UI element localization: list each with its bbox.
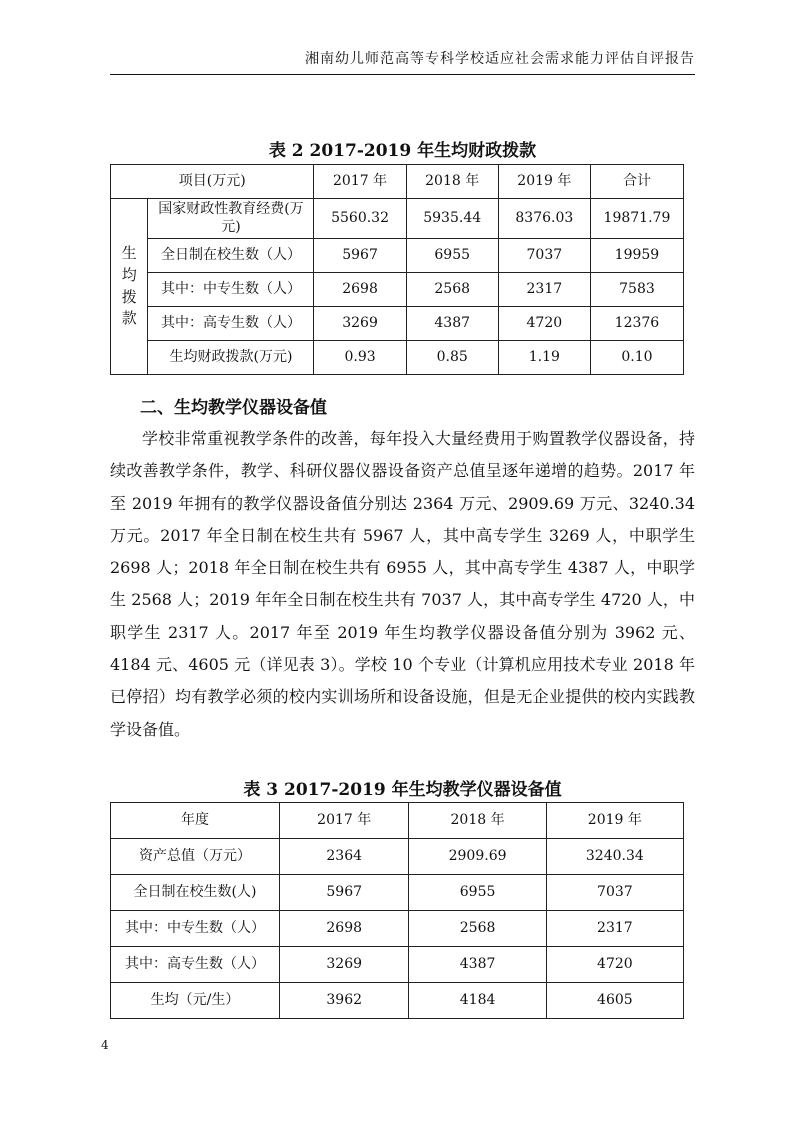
table-cell: 12376 [590, 307, 683, 341]
table-cell: 19871.79 [590, 199, 683, 239]
table-cell: 2568 [406, 273, 498, 307]
table-cell: 19959 [590, 239, 683, 273]
table-header-cell: 合计 [590, 165, 683, 199]
table-cell: 2568 [409, 911, 546, 947]
table-cell: 0.10 [590, 341, 683, 375]
table-cell: 2317 [546, 911, 683, 947]
table-cell: 3240.34 [546, 839, 683, 875]
table-row [111, 341, 684, 375]
table-cell: 4184 [409, 983, 546, 1019]
table-header-cell: 2017 年 [314, 165, 406, 199]
table-header-cell: 项目(万元) [111, 165, 314, 199]
row-label: 其中：中专生数（人） [111, 911, 280, 947]
table-cell: 2364 [280, 839, 409, 875]
table-row [111, 911, 684, 947]
table-cell: 5935.44 [406, 199, 498, 239]
group-label-cell [111, 199, 148, 375]
table-row [111, 307, 684, 341]
page-number: 4 [101, 1038, 109, 1052]
row-label: 全日制在校生数(人) [111, 875, 280, 911]
table-cell: 2698 [280, 911, 409, 947]
table-cell: 4387 [409, 947, 546, 983]
table-cell: 4720 [498, 307, 590, 341]
table-cell: 2317 [498, 273, 590, 307]
table-row [111, 839, 684, 875]
table-cell: 7583 [590, 273, 683, 307]
table-cell: 2909.69 [409, 839, 546, 875]
table-cell: 0.85 [406, 341, 498, 375]
group-label-char: 生 [121, 244, 137, 262]
table-cell: 5967 [280, 875, 409, 911]
table-cell: 2698 [314, 273, 406, 307]
section-heading: 二、生均教学仪器设备值 [140, 398, 327, 418]
group-label-char: 均 [121, 265, 137, 284]
table-cell: 3962 [280, 983, 409, 1019]
table-row [111, 947, 684, 983]
table-cell: 7037 [546, 875, 683, 911]
table-cell: 0.93 [314, 341, 406, 375]
table-cell: 6955 [406, 239, 498, 273]
table2-caption: 表 2 2017-2019 年生均财政拨款 [268, 141, 537, 161]
table-header-cell: 2017 年 [280, 803, 409, 839]
table-header-cell: 年度 [111, 803, 280, 839]
row-label: 其中：中专生数（人） [148, 273, 314, 307]
table-header-cell: 2018 年 [409, 803, 546, 839]
table-row [111, 273, 684, 307]
table-row [111, 983, 684, 1019]
table3-caption: 表 3 2017-2019 年生均教学仪器设备值 [243, 780, 562, 800]
row-label: 生均财政拨款(万元) [148, 341, 314, 375]
table-cell: 7037 [498, 239, 590, 273]
table-cell: 3269 [314, 307, 406, 341]
row-label: 全日制在校生数（人） [148, 239, 314, 273]
row-label: 资产总值（万元） [111, 839, 280, 875]
running-header: 湘南幼儿师范高等专科学校适应社会需求能力评估自评报告 [305, 51, 695, 67]
table-header-cell: 2019 年 [498, 165, 590, 199]
table-row [111, 239, 684, 273]
table-cell: 4720 [546, 947, 683, 983]
row-label: 其中：高专生数（人） [111, 947, 280, 983]
table2-per-student-funding [110, 164, 684, 375]
table-row [111, 875, 684, 911]
row-label: 其中：高专生数（人） [148, 307, 314, 341]
table3-per-student-equipment [110, 802, 684, 1019]
group-label-char: 拨 [121, 287, 137, 306]
table-cell: 1.19 [498, 341, 590, 375]
header-rule [110, 74, 695, 75]
table-cell: 5560.32 [314, 199, 406, 239]
table-header-cell: 2018 年 [406, 165, 498, 199]
group-label-char: 款 [121, 309, 137, 328]
table-cell: 6955 [409, 875, 546, 911]
body-paragraph: 学校非常重视教学条件的改善，每年投入大量经费用于购置教学仪器设备，持续改善教学条件，教学、科研仪器仪器设备资产总值呈逐年递增的趋势。2017 年至 2019 年拥有的教学仪器设备值分别达 2364 万元、2909.69 万元、3240.34 万元。2017 年全日制在校生共有 5967 人，其中高专学生 3269 人，中职学生 2698 人；2018 年全日制在校生共有 6955 人，其中高专学生 4387 人，中职学生 2568 人；2019 年年全日制在校生共有 7037 人，其中高专学生 4720 人，中职学生 2317 人。2017 年至 2019 年生均教学仪器设备值分别为 3962 元、4184 元、4605 元（详见表 3）。学校 10 个专业（计算机应用技术专业 2018 年已停招）均有教学必须的校内实训场所和设备设施，但是无企业提供的校内实践教学设备值。 [110, 429, 695, 739]
table-cell: 3269 [280, 947, 409, 983]
row-label: 生均（元/生） [111, 983, 280, 1019]
row-label: 国家财政性教育经费(万元) [148, 199, 314, 239]
table-cell: 4605 [546, 983, 683, 1019]
table-row [111, 199, 684, 239]
table-header-cell: 2019 年 [546, 803, 683, 839]
table-cell: 4387 [406, 307, 498, 341]
table-header-row [111, 803, 684, 839]
table-cell: 8376.03 [498, 199, 590, 239]
table-header-row [111, 165, 684, 199]
table-cell: 5967 [314, 239, 406, 273]
